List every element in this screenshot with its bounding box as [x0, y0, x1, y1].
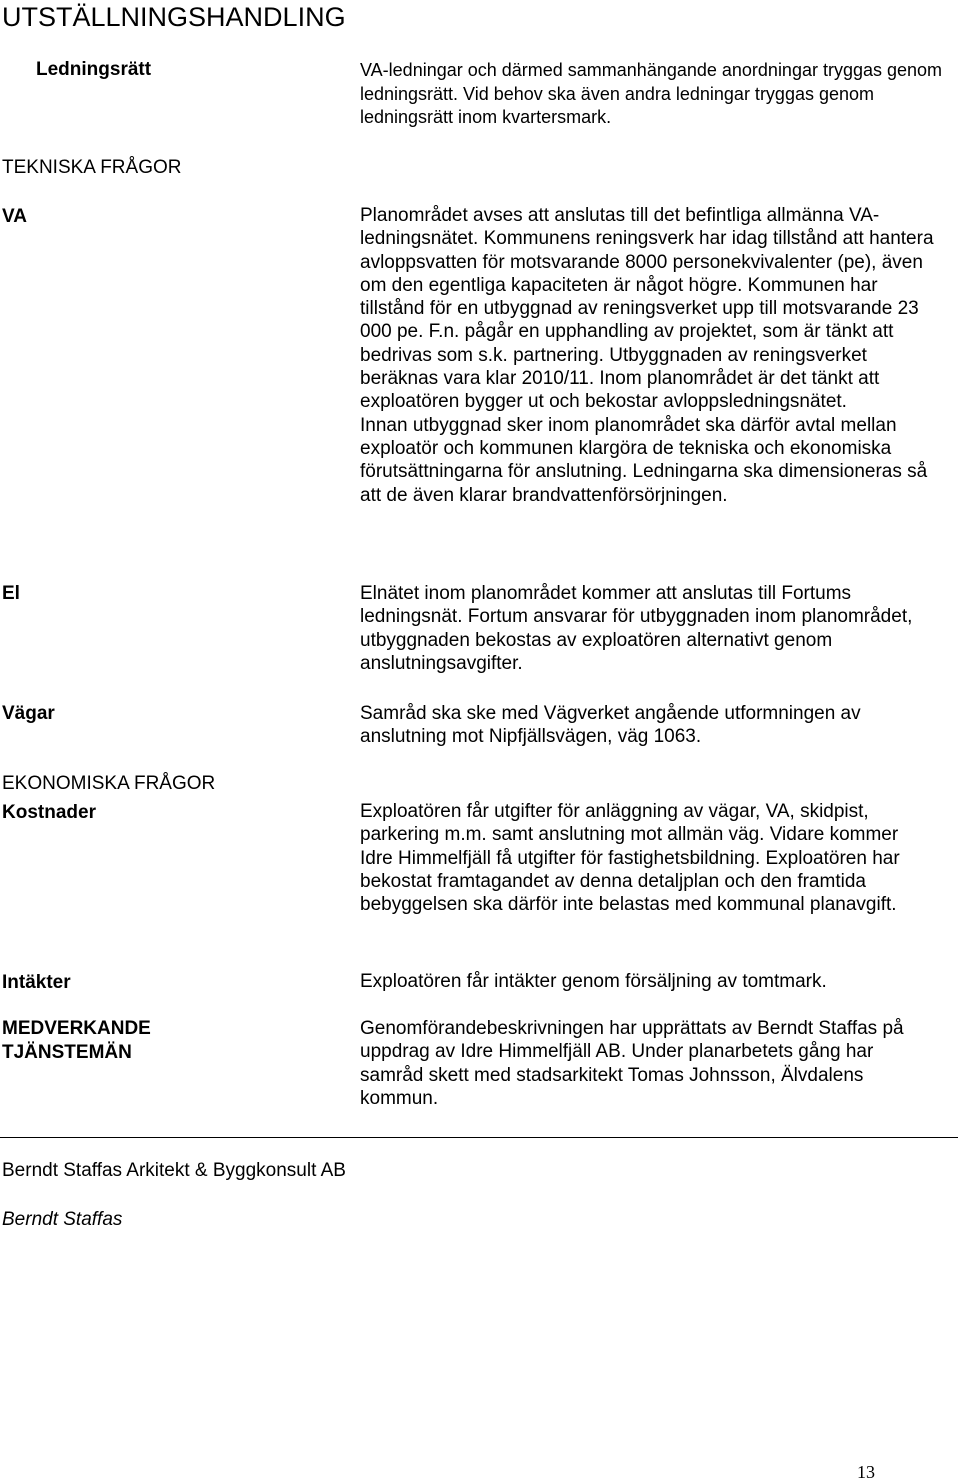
ekonomiska-fragor-heading: EKONOMISKA FRÅGOR	[2, 773, 216, 794]
ledningsratt-text: VA-ledningar och därmed sammanhängande anordningar tryggas genom ledningsrätt. Vid behov ska även andra ledningar tryggas genom ledningsrätt inom kvartersmark.	[360, 60, 943, 127]
intakter-label: Intäkter	[2, 972, 71, 993]
vagar-label: Vägar	[2, 703, 55, 724]
va-paragraph-2: Innan utbyggnad sker inom planområdet ska därför avtal mellan exploatör och kommunen klargöra de tekniska och ekonomiska förutsättningarna för anslutning. Ledningarna ska dimensioneras så att de även klarar brandvattenförsörjningen.	[360, 414, 928, 506]
medverkande-label-line-2: TJÄNSTEMÄN	[2, 1042, 132, 1063]
va-text	[360, 204, 935, 507]
document-title: UTSTÄLLNINGSHANDLING	[2, 2, 346, 32]
page-number: 13	[857, 1462, 875, 1482]
va-paragraph-1: Planområdet avses att anslutas till det befintliga allmänna VA-ledningsnätet. Kommunens reningsverk har idag tillstånd att hantera avloppsvatten för motsvarande 8000 personekvivalenter (pe), även om den egentliga kapaciteten är något högre. Kommunen har tillstånd för en utbyggnad av reningsverket upp till motsvarande 23 000 pe. F.n. pågår en upphandling av projektet, som är tänkt att bedrivas som s.k. partnering. Utbyggnaden av reningsverket beräknas vara klar 2010/11. Inom planområdet är det tänkt att exploatören bygger ut och bekostar avloppsledningsnätet.	[360, 205, 934, 413]
el-text: Elnätet inom planområdet kommer att anslutas till Fortums ledningsnät. Fortum ansvarar för utbyggnaden inom planområdet, utbyggnaden bekostas av exploatören alternativt genom anslutningsavgifter.	[360, 583, 913, 674]
va-label: VA	[2, 206, 27, 227]
medverkande-label-line-1: MEDVERKANDE	[2, 1018, 151, 1039]
footer-divider	[0, 1137, 958, 1138]
tekniska-fragor-heading: TEKNISKA FRÅGOR	[2, 157, 182, 178]
vagar-text: Samråd ska ske med Vägverket angående utformningen av anslutning mot Nipfjällsvägen, väg 1063.	[360, 703, 861, 748]
footer-company: Berndt Staffas Arkitekt & Byggkonsult AB	[2, 1160, 346, 1181]
kostnader-text: Exploatören får utgifter för anläggning av vägar, VA, skidpist, parkering m.m. samt anslutning mot allmän väg. Vidare kommer Idre Himmelfjäll få utgifter för fastighetsbildning. Exploatören har bekostat framtagandet av denna detaljplan och den framtida bebyggelsen ska därför inte belastas med kommunal planavgift.	[360, 801, 900, 916]
footer-signature: Berndt Staffas	[2, 1209, 123, 1230]
intakter-text: Exploatören får intäkter genom försäljning av tomtmark.	[360, 971, 827, 992]
el-label: El	[2, 583, 20, 604]
ledningsratt-label: Ledningsrätt	[36, 59, 152, 80]
kostnader-label: Kostnader	[2, 802, 96, 823]
medverkande-text: Genomförandebeskrivningen har upprättats av Berndt Staffas på uppdrag av Idre Himmelfjäll AB. Under planarbetets gång har samråd skett med stadsarkitekt Tomas Johnsson, Älvdalens kommun.	[360, 1018, 904, 1109]
medverkande-label	[2, 1017, 151, 1065]
